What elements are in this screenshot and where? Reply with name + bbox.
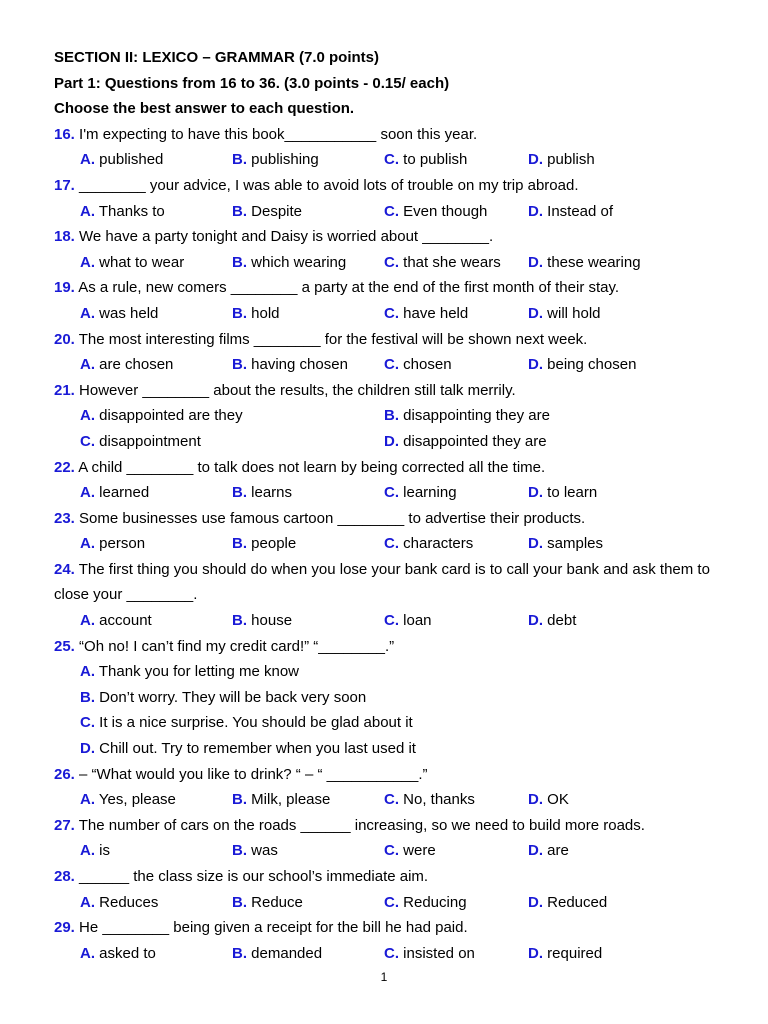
options-row (54, 147, 714, 173)
exam-page (54, 45, 714, 966)
answer-option (384, 403, 550, 429)
question-number: 17. (54, 176, 75, 194)
option-text: having chosen (247, 356, 348, 374)
question-text-continued: close your ________. (54, 586, 198, 604)
options-row (54, 531, 714, 557)
option-letter: B. (232, 893, 247, 911)
option-letter: C. (80, 714, 95, 732)
answer-option (384, 941, 475, 967)
option-letter: A. (80, 535, 95, 553)
option-text: It is a nice surprise. You should be glad about it (95, 714, 413, 732)
option-text: Chill out. Try to remember when you last used it (95, 740, 416, 758)
question-number: 19. (54, 279, 75, 297)
option-letter: A. (80, 304, 95, 322)
options-row (54, 480, 714, 506)
option-letter: D. (528, 304, 543, 322)
option-text: Thanks to (95, 202, 165, 220)
option-letter: B. (232, 202, 247, 220)
answer-option (384, 608, 432, 634)
option-text: demanded (247, 944, 323, 962)
option-letter: A. (80, 407, 95, 425)
option-letter: B. (80, 688, 95, 706)
option-text: people (247, 535, 297, 553)
question-number: 29. (54, 919, 75, 937)
question-number: 25. (54, 637, 75, 655)
answer-option (528, 787, 569, 813)
answer-option (80, 787, 176, 813)
option-text: is (95, 842, 110, 860)
option-text: Reduces (95, 893, 159, 911)
option-text: OK (543, 791, 569, 809)
option-text: hold (247, 304, 280, 322)
option-letter: A. (80, 842, 95, 860)
option-letter: A. (80, 202, 95, 220)
answer-option (528, 199, 613, 225)
options-row (54, 608, 714, 634)
options-row (54, 403, 714, 429)
question-stem (54, 122, 714, 148)
option-text: Thank you for letting me know (95, 663, 299, 681)
option-letter: D. (80, 740, 95, 758)
question-number: 28. (54, 868, 75, 885)
question-text: I'm expecting to have this book___________ soon this year. (74, 125, 478, 143)
answer-option (528, 480, 597, 506)
question-number: 23. (54, 509, 75, 527)
option-text: published (95, 151, 164, 169)
option-text: asked to (95, 944, 156, 962)
answer-option (384, 250, 501, 276)
option-text: learns (247, 484, 293, 502)
question-text: The number of cars on the roads ______ increasing, so we need to build more roads. (74, 816, 645, 834)
options-row (54, 301, 714, 327)
option-letter: D. (528, 151, 543, 169)
option-letter: C. (384, 304, 399, 322)
answer-option (80, 838, 110, 864)
option-letter: B. (232, 535, 247, 553)
question-stem (54, 224, 714, 250)
option-text: which wearing (247, 253, 347, 271)
answer-option (384, 352, 452, 378)
option-text: account (95, 612, 152, 630)
question-stem (54, 506, 714, 532)
option-text: learning (399, 484, 457, 502)
answer-option (528, 352, 636, 378)
option-letter: B. (384, 407, 399, 425)
answer-option (80, 890, 158, 916)
option-text: are chosen (95, 356, 174, 374)
answer-option (54, 659, 714, 685)
option-letter: D. (528, 356, 543, 374)
answer-option (80, 199, 165, 225)
option-text: disappointment (95, 432, 201, 450)
option-letter: C. (384, 842, 399, 860)
option-text: Reduce (247, 893, 303, 911)
question-text: The first thing you should do when you lose your bank card is to call your bank and ask them to (74, 560, 710, 578)
answer-option (80, 352, 173, 378)
option-letter: B. (232, 304, 247, 322)
option-text: No, thanks (399, 791, 475, 809)
option-text: what to wear (95, 253, 185, 271)
answer-option (80, 608, 152, 634)
option-text: Despite (247, 202, 303, 220)
question-stem (54, 275, 714, 301)
answer-option (528, 301, 601, 327)
option-text: publishing (247, 151, 319, 169)
question-stem (54, 327, 714, 353)
option-letter: A. (80, 791, 95, 809)
option-letter: A. (80, 356, 95, 374)
option-letter: B. (232, 356, 247, 374)
option-letter: D. (528, 893, 543, 911)
option-letter: A. (80, 151, 95, 169)
answer-option (80, 429, 201, 455)
option-letter: D. (528, 944, 543, 962)
answer-option (384, 531, 473, 557)
answer-option (54, 710, 714, 736)
option-letter: A. (80, 663, 95, 681)
option-text: was (247, 842, 278, 860)
answer-option (232, 890, 303, 916)
answer-option (232, 250, 346, 276)
question-text: However ________ about the results, the children still talk merrily. (74, 381, 516, 399)
option-letter: D. (528, 535, 543, 553)
answer-option (528, 890, 607, 916)
question-number: 26. (54, 765, 75, 783)
answer-option (232, 838, 278, 864)
option-letter: C. (384, 944, 399, 962)
part-title: Part 1: Questions from 16 to 36. (3.0 points - 0.15/ each) (54, 74, 450, 92)
answer-option (528, 147, 595, 173)
option-letter: C. (384, 791, 399, 809)
question-number: 27. (54, 816, 75, 834)
options-row (54, 352, 714, 378)
answer-option (528, 838, 569, 864)
question-number: 18. (54, 228, 75, 246)
option-letter: C. (80, 432, 95, 450)
option-text: these wearing (543, 253, 641, 271)
option-text: Yes, please (95, 791, 176, 809)
answer-option (384, 301, 468, 327)
question-number: 16. (54, 125, 75, 143)
option-text: Milk, please (247, 791, 331, 809)
answer-option (54, 685, 714, 711)
question-number: 21. (54, 381, 75, 399)
question-stem (54, 557, 714, 583)
option-text: were (399, 842, 436, 860)
question-text: As a rule, new comers ________ a party at the end of the first month of their stay. (74, 279, 620, 297)
option-text: to publish (399, 151, 468, 169)
answer-option (80, 250, 184, 276)
option-text: person (95, 535, 146, 553)
option-letter: C. (384, 151, 399, 169)
option-letter: C. (384, 612, 399, 630)
option-letter: B. (232, 944, 247, 962)
question-text: ______ the class size is our school’s immediate aim. (74, 868, 429, 885)
option-letter: D. (528, 202, 543, 220)
answer-option (232, 301, 280, 327)
answer-option (80, 147, 163, 173)
answer-option (80, 480, 149, 506)
option-text: disappointing they are (399, 407, 550, 425)
option-text: that she wears (399, 253, 501, 271)
answer-option (232, 531, 296, 557)
option-text: disappointed are they (95, 407, 243, 425)
question-number: 24. (54, 560, 75, 578)
option-text: being chosen (543, 356, 637, 374)
option-letter: A. (80, 484, 95, 502)
option-text: have held (399, 304, 469, 322)
question-list (54, 122, 714, 967)
option-text: insisted on (399, 944, 475, 962)
option-letter: A. (80, 893, 95, 911)
question-text: ________ your advice, I was able to avoid lots of trouble on my trip abroad. (74, 176, 579, 194)
option-letter: B. (232, 612, 247, 630)
question-text: A child ________ to talk does not learn by being corrected all the time. (74, 458, 546, 476)
answer-option (384, 429, 547, 455)
option-letter: D. (384, 432, 399, 450)
option-letter: B. (232, 842, 247, 860)
options-row (54, 941, 714, 967)
option-text: Reducing (399, 893, 467, 911)
option-text: will hold (543, 304, 601, 322)
option-text: are (543, 842, 569, 860)
option-letter: D. (528, 791, 543, 809)
option-letter: C. (384, 356, 399, 374)
option-letter: A. (80, 253, 95, 271)
question-text: “Oh no! I can’t find my credit card!” “________.” (74, 637, 395, 655)
options-row (54, 250, 714, 276)
option-text: loan (399, 612, 432, 630)
option-letter: C. (384, 535, 399, 553)
question-number: 22. (54, 458, 75, 476)
option-text: Even though (399, 202, 488, 220)
option-letter: D. (528, 842, 543, 860)
option-text: samples (543, 535, 604, 553)
question-text: He ________ being given a receipt for the bill he had paid. (74, 919, 468, 937)
answer-option (384, 199, 487, 225)
page-number: 1 (380, 970, 388, 984)
option-letter: B. (232, 151, 247, 169)
option-text: publish (543, 151, 595, 169)
option-text: characters (399, 535, 474, 553)
question-number: 20. (54, 330, 75, 348)
option-letter: D. (528, 612, 543, 630)
answer-option (384, 838, 436, 864)
question-stem (54, 455, 714, 481)
answer-option (80, 403, 243, 429)
option-text: to learn (543, 484, 598, 502)
question-stem (54, 378, 714, 404)
answer-option (384, 890, 467, 916)
option-text: house (247, 612, 293, 630)
options-row (54, 787, 714, 813)
option-letter: D. (528, 253, 543, 271)
answer-option (232, 608, 292, 634)
answer-option (80, 941, 156, 967)
options-row (54, 890, 714, 916)
answer-option (80, 531, 145, 557)
answer-option (232, 941, 322, 967)
answer-option (54, 736, 714, 762)
options-row (54, 199, 714, 225)
option-letter: C. (384, 484, 399, 502)
question-text: Some businesses use famous cartoon ________ to advertise their products. (74, 509, 586, 527)
instruction: Choose the best answer to each question. (54, 100, 355, 118)
answer-option (232, 352, 348, 378)
answer-option (232, 147, 319, 173)
answer-option (384, 787, 475, 813)
answer-option (384, 480, 457, 506)
option-text: Instead of (543, 202, 614, 220)
question-stem (54, 762, 714, 788)
options-row (54, 429, 714, 455)
question-stem (54, 634, 714, 660)
answer-option (528, 941, 602, 967)
answer-option (232, 480, 292, 506)
option-letter: B. (232, 791, 247, 809)
option-letter: D. (528, 484, 543, 502)
answer-option (384, 147, 467, 173)
answer-option (232, 787, 330, 813)
answer-option (528, 531, 603, 557)
option-letter: B. (232, 253, 247, 271)
option-letter: A. (80, 944, 95, 962)
question-stem (54, 864, 714, 890)
answer-option (232, 199, 302, 225)
question-text: The most interesting films ________ for the festival will be shown next week. (74, 330, 588, 348)
option-text: Don’t worry. They will be back very soon (95, 688, 367, 706)
option-text: debt (543, 612, 577, 630)
answer-option (528, 608, 576, 634)
option-text: Reduced (543, 893, 608, 911)
question-text: – “What would you like to drink? “ – “ ___________.” (74, 765, 428, 783)
option-letter: B. (232, 484, 247, 502)
options-row (54, 838, 714, 864)
question-text: We have a party tonight and Daisy is worried about ________. (74, 228, 494, 246)
answer-option (528, 250, 641, 276)
option-text: required (543, 944, 603, 962)
option-letter: C. (384, 202, 399, 220)
option-text: was held (95, 304, 159, 322)
question-stem (54, 915, 714, 941)
option-text: learned (95, 484, 150, 502)
option-letter: C. (384, 253, 399, 271)
question-stem (54, 813, 714, 839)
option-text: chosen (399, 356, 452, 374)
question-stem (54, 173, 714, 199)
option-letter: C. (384, 893, 399, 911)
section-title: SECTION II: LEXICO – GRAMMAR (7.0 points) (54, 49, 380, 66)
option-letter: A. (80, 612, 95, 630)
option-text: disappointed they are (399, 432, 547, 450)
answer-option (80, 301, 158, 327)
